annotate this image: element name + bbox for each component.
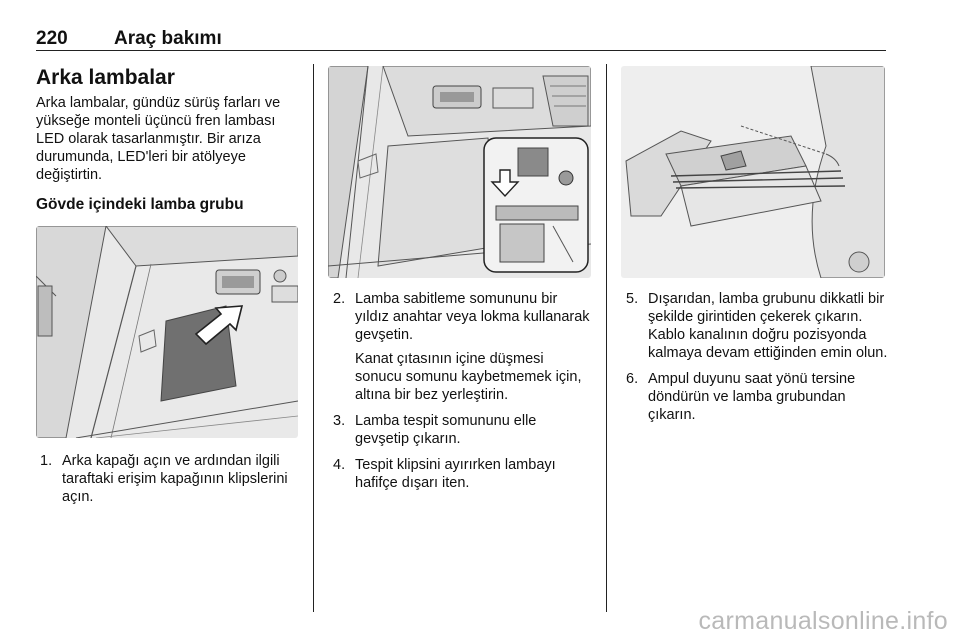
step-4-number: 4.: [333, 457, 346, 473]
step-4: [333, 456, 591, 492]
intro-paragraph: Arka lambalar, gündüz sürüş farları ve yükseğe monteli üçüncü fren lambası LED olarak tasarlanmıştır. Bir arıza durumunda, LED'leri bir atölyeye değiştirtin.: [36, 95, 281, 183]
column-divider-2: [606, 64, 607, 612]
section-title: Arka lambalar: [36, 66, 175, 89]
subheading: Gövde içindeki lamba grubu: [36, 196, 244, 213]
watermark: carmanualsonline.info: [698, 607, 948, 635]
header-rule: [36, 50, 886, 51]
step-6-text: Ampul duyunu saat yönü tersine döndürün ve lamba grubundan çıkarın.: [648, 371, 856, 423]
step-5: [626, 290, 888, 362]
column-divider-1: [313, 64, 314, 612]
step-5-text: Dışarıdan, lamba grubunu dikkatli bir şekilde girintiden çekerek çıkarın. Kablo kanalının doğru pozisyonda kalmaya devam ettiğinden emin olun.: [648, 291, 888, 361]
page-header: [36, 28, 886, 50]
step-3-number: 3.: [333, 413, 346, 429]
page-number: 220: [36, 28, 68, 49]
column-1: [36, 66, 298, 214]
step-2-number: 2.: [333, 291, 346, 307]
step-1-number: 1.: [40, 453, 53, 469]
step-5-number: 5.: [626, 291, 639, 307]
lamp-group-removal-illustration: [621, 66, 885, 278]
step-2: [333, 290, 591, 404]
step-4-text: Tespit klipsini ayırırken lambayı hafifçe dışarı iten.: [355, 457, 556, 491]
steps-5-to-6: [626, 290, 888, 432]
lamp-nut-illustration: [328, 66, 591, 278]
step-6-number: 6.: [626, 371, 639, 387]
step-2-note: Kanat çıtasının içine düşmesi sonucu somunu kaybetmemek için, altına bir bez yerleştirin.: [355, 351, 582, 403]
trunk-access-cover-illustration: [36, 226, 298, 438]
step-3: [333, 412, 591, 448]
step-1: [40, 452, 300, 514]
chapter-title: Araç bakımı: [114, 28, 222, 49]
step-6: [626, 370, 888, 424]
step-2-text: Lamba sabitleme somununu bir yıldız anahtar veya lokma kullanarak gevşetin.: [355, 291, 590, 343]
step-1-text: Arka kapağı açın ve ardından ilgili taraftaki erişim kapağının klipslerini açın.: [62, 453, 288, 505]
steps-2-to-4: [333, 290, 591, 500]
step-3-text: Lamba tespit somununu elle gevşetip çıkarın.: [355, 413, 537, 447]
